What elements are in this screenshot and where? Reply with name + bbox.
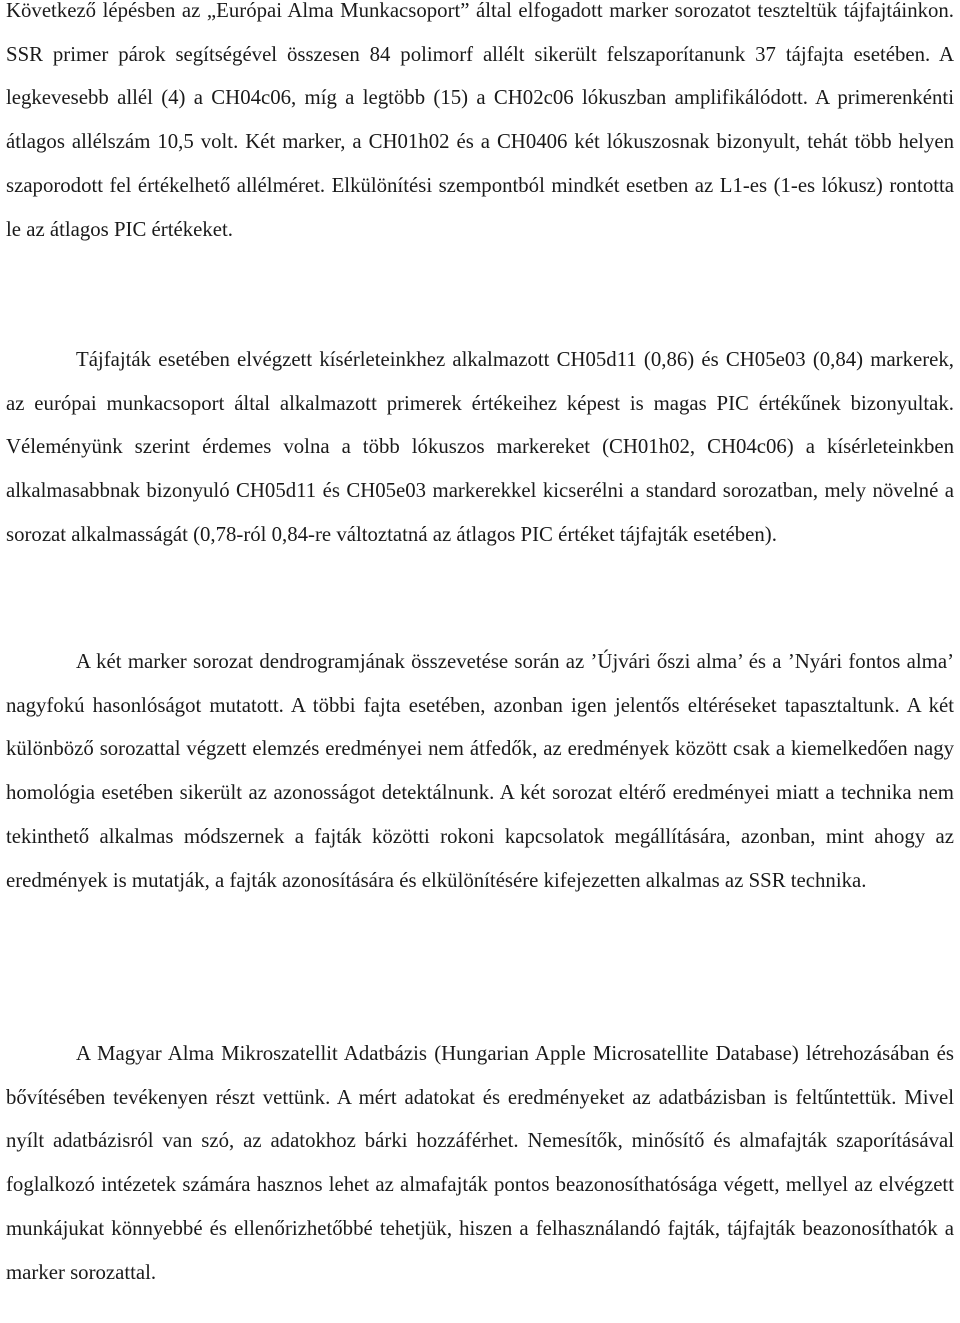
- paragraph-landrace-markers: Tájfajták esetében elvégzett kísérleteinkhez alkalmazott CH05d11 (0,86) és CH05e03 (0,84) markerek, az európai munkacsoport által alkalmazott primerek értékeihez képest is magas PIC értékűnek bizonyultak. Véleményünk szerint érdemes volna a több lókuszos markereket (CH01h02, CH04c06) a kísérleteinkben alkalmasabbnak bizonyuló CH05d11 és CH05e03 markerekkel kicserélni a standard sorozatban, mely növelné a sorozat alkalmasságát (0,78-ról 0,84-re változtatná az átlagos PIC értéket tájfajták esetében).: [6, 348, 954, 546]
- paragraph-dendrogram-comparison: A két marker sorozat dendrogramjának összevetése során az ’Újvári őszi alma’ és a ’Nyári fontos alma’ nagyfokú hasonlóságot mutatott. A többi fajta esetében, azonban igen jelentős eltéréseket tapasztaltunk. A két különböző sorozattal végzett elemzés eredményei nem átfedők, az eredmények között csak a kiemelkedően nagy homológia esetében sikerült az azonosságot detektálnunk. A két sorozat eltérő eredményei miatt a technika nem tekinthető alkalmas módszernek a fajták közötti rokoni kapcsolatok megállítására, azonban, mint ahogy az eredmények is mutatják, a fajták azonosítására és elkülönítésére kifejezetten alkalmas az SSR technika.: [6, 650, 954, 892]
- paragraph-database: A Magyar Alma Mikroszatellit Adatbázis (Hungarian Apple Microsatellite Database) létrehozásában és bővítésében tevékenyen részt vettünk. A mért adatokat és eredményeket az adatbázisban is feltűntettük. Mivel nyílt adatbázisról van szó, az adatokhoz bárki hozzáférhet. Nemesítők, minősítő és almafajták szaporításával foglalkozó intézetek számára hasznos lehet az almafajták pontos beazonosíthatósága végett, mellyel az elvégzett munkájukat könnyebbé és ellenőrizhetőbbé tehetjük, hiszen a felhasználandó fajták, tájfajták beazonosíthatók a marker sorozattal.: [6, 1042, 954, 1284]
- paragraph-marker-series-test: Következő lépésben az „Európai Alma Munkacsoport” által elfogadott marker sorozatot teszteltük tájfajtáinkon. SSR primer párok segítségével összesen 84 polimorf allélt sikerült felszaporítanunk 37 tájfajta esetében. A legkevesebb allél (4) a CH04c06, míg a legtöbb (15) a CH02c06 lókuszban amplifikálódott. A primerenkénti átlagos allélszám 10,5 volt. Két marker, a CH01h02 és a CH0406 két lókuszosnak bizonyult, tehát több helyen szaporodott fel értékelhető allélméret. Elkülönítési szempontból mindkét esetben az L1-es (1-es lókusz) rontotta le az átlagos PIC értékeket.: [6, 0, 954, 241]
